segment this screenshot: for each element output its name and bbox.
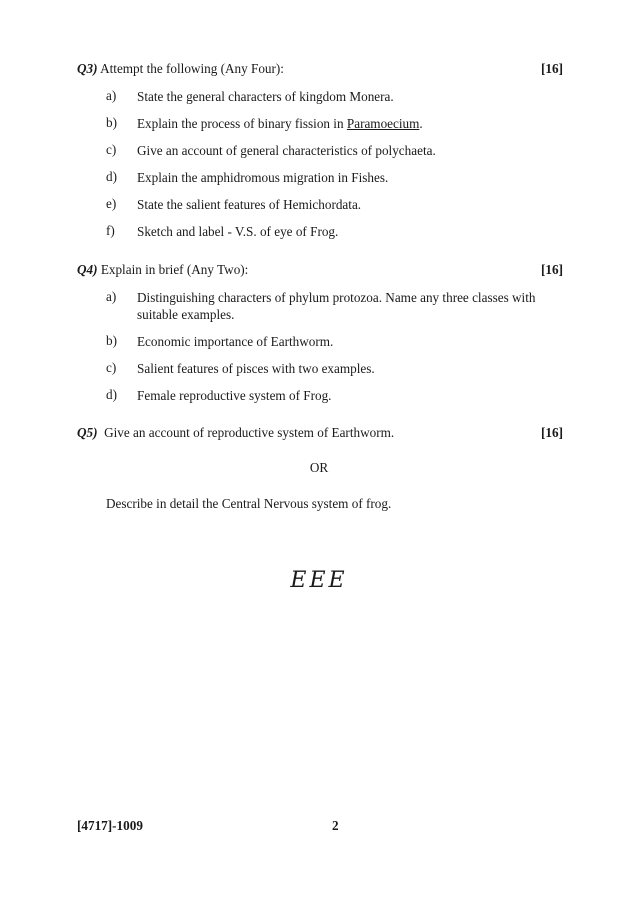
- end-mark: EEE: [290, 568, 348, 593]
- item-label: c): [106, 142, 117, 157]
- q5-title: [77, 425, 394, 441]
- item-label: c): [106, 360, 117, 375]
- q5-heading: Give an account of reproductive system of Earthworm.: [104, 425, 395, 440]
- item-text: Economic importance of Earthworm.: [137, 334, 334, 349]
- q3-title: [77, 61, 284, 77]
- q5-number: Q5): [77, 425, 98, 440]
- item-label: d): [106, 387, 117, 402]
- q3-number: Q3): [77, 61, 98, 76]
- item-label: b): [106, 333, 117, 348]
- or-separator: OR: [309, 460, 329, 475]
- item-text: State the general characters of kingdom Monera.: [137, 89, 394, 104]
- q4-item-d: [106, 387, 566, 404]
- item-text-underlined: Paramoecium: [346, 116, 420, 131]
- item-text: Distinguishing characters of phylum protozoa. Name any three classes with suitable examples.: [137, 290, 536, 322]
- q3-header: [77, 61, 563, 77]
- q4-header: [77, 262, 563, 278]
- q5-header: [77, 425, 563, 441]
- item-label: a): [106, 88, 117, 103]
- item-label: b): [106, 115, 117, 130]
- q4-heading: Explain in brief (Any Two):: [100, 262, 249, 277]
- q3-heading: Attempt the following (Any Four):: [100, 61, 284, 76]
- item-label: a): [106, 289, 117, 304]
- item-text: Explain the amphidromous migration in Fishes.: [137, 170, 389, 185]
- q4-item-b: [106, 333, 566, 350]
- q3-item-f: [106, 223, 566, 240]
- item-text-after: .: [419, 116, 423, 131]
- item-text: Female reproductive system of Frog.: [137, 388, 332, 403]
- item-text: Salient features of pisces with two examples.: [137, 361, 375, 376]
- paper-code: [4717]-1009: [77, 818, 143, 833]
- item-text: Give an account of general characteristics of polychaeta.: [137, 143, 436, 158]
- q4-number: Q4): [77, 262, 98, 277]
- item-label: e): [106, 196, 117, 211]
- q4-marks: [16]: [541, 262, 563, 277]
- q3-item-c: [106, 142, 566, 159]
- page-number: 2: [332, 818, 339, 833]
- item-text: Sketch and label - V.S. of eye of Frog.: [137, 224, 339, 239]
- q4-item-c: [106, 360, 566, 377]
- q3-item-e: [106, 196, 566, 213]
- q4-item-a: [106, 289, 566, 323]
- q3-item-b: [106, 115, 566, 132]
- item-text: State the salient features of Hemichordata.: [137, 197, 362, 212]
- item-label: d): [106, 169, 117, 184]
- q3-item-a: [106, 88, 566, 105]
- item-text-before: Explain the process of binary fission in: [137, 116, 347, 131]
- q5-marks: [16]: [541, 425, 563, 440]
- q4-title: [77, 262, 248, 278]
- q3-item-d: [106, 169, 566, 186]
- item-label: f): [106, 223, 115, 238]
- q3-marks: [16]: [541, 61, 563, 76]
- item-text: [137, 115, 566, 132]
- q5-alternative: Describe in detail the Central Nervous system of frog.: [106, 496, 392, 511]
